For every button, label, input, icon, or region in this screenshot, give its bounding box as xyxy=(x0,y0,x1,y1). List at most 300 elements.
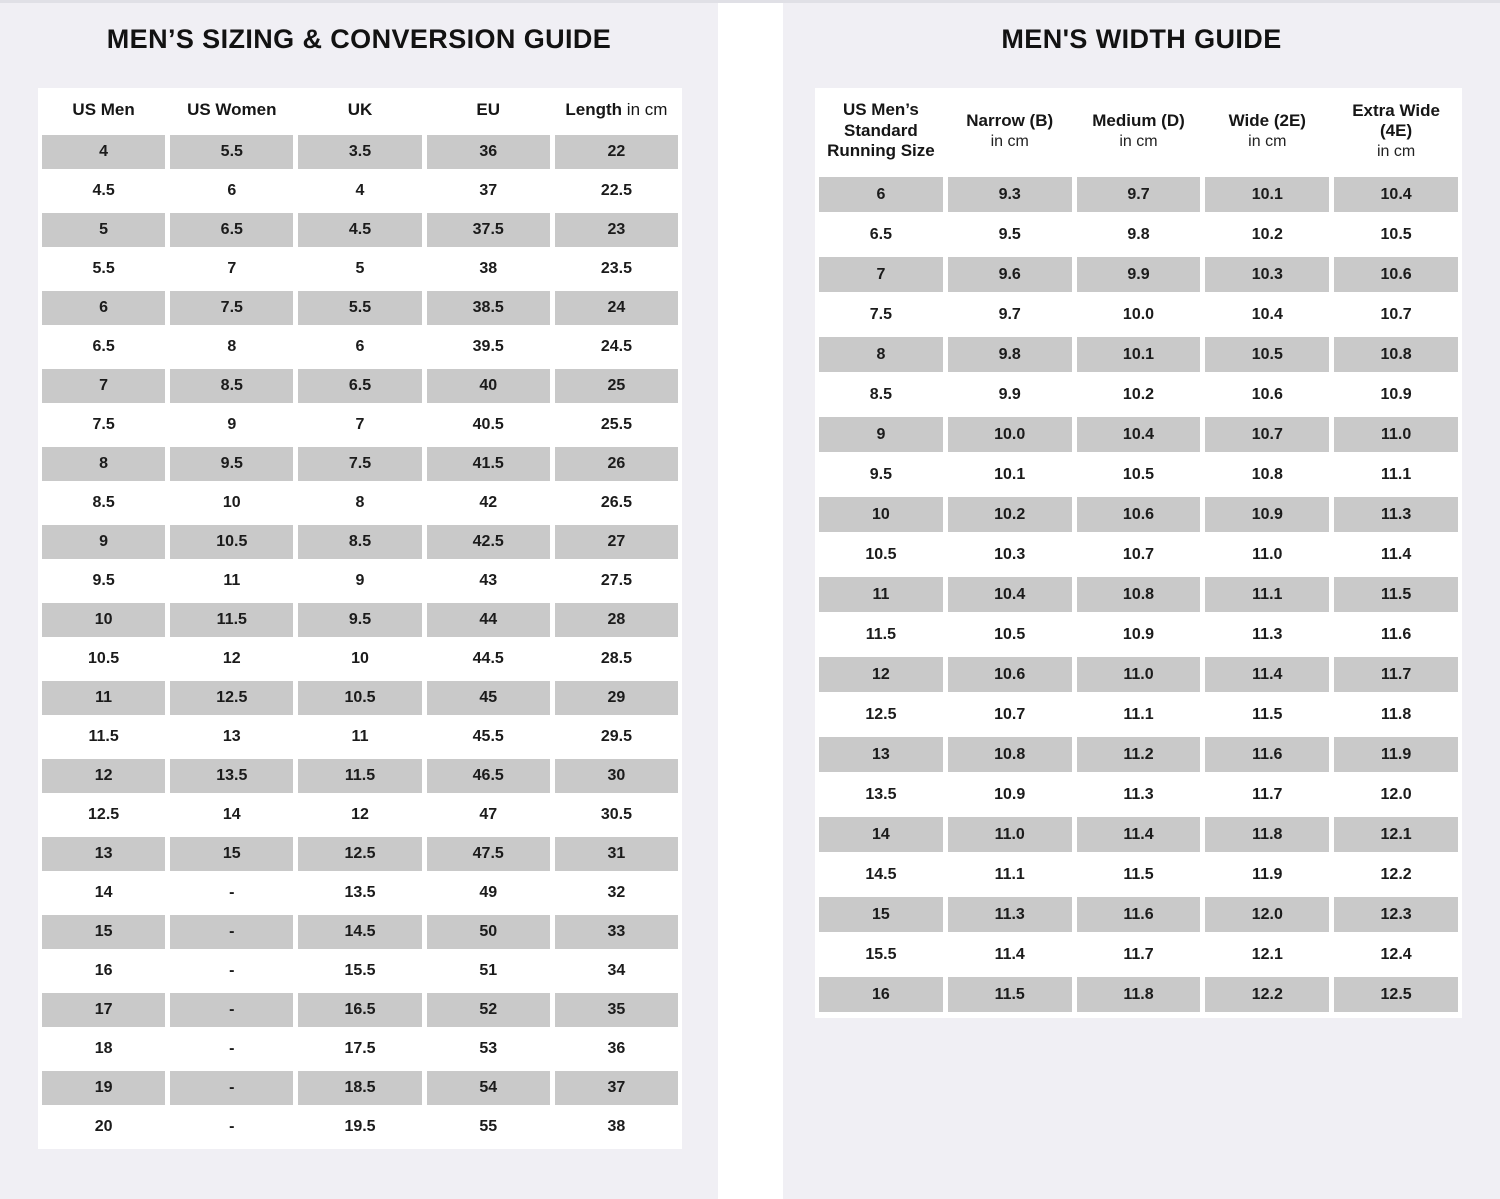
table-cell: 38.5 xyxy=(427,291,550,325)
table-cell: 6 xyxy=(819,177,943,212)
table-cell: 12.5 xyxy=(298,837,421,871)
table-row xyxy=(819,217,1458,252)
table-cell: 24 xyxy=(555,291,678,325)
column-header: Extra Wide (4E) in cm xyxy=(1352,100,1440,160)
table-cell: 10.5 xyxy=(1380,225,1412,243)
table-cell: 10.6 xyxy=(1334,257,1458,292)
table-cell: 11.1 xyxy=(1123,705,1154,723)
table-cell: 40 xyxy=(427,369,550,403)
table-cell: 12 xyxy=(42,759,165,793)
table-cell: 11.8 xyxy=(1205,817,1329,852)
table-cell: 11 xyxy=(819,577,943,612)
table-cell: 19 xyxy=(42,1071,165,1105)
table-row xyxy=(42,486,678,520)
table-cell: 14 xyxy=(819,817,943,852)
table-cell: 9.9 xyxy=(998,385,1021,403)
table-cell: 11.5 xyxy=(88,728,119,745)
table-cell: 18.5 xyxy=(298,1071,421,1105)
table-cell: 25.5 xyxy=(600,416,632,433)
table-cell: 13.5 xyxy=(344,884,376,901)
table-cell: 13.5 xyxy=(170,759,293,793)
table-row xyxy=(42,1032,678,1066)
table-row xyxy=(42,1071,678,1105)
table-cell: 10.2 xyxy=(1122,385,1155,403)
table-cell: - xyxy=(229,1040,235,1057)
table-cell: 10.9 xyxy=(1380,385,1412,403)
table-cell: 10.4 xyxy=(1251,305,1283,323)
table-cell: 10.7 xyxy=(1205,417,1329,452)
table-cell: 10.9 xyxy=(1205,497,1329,532)
table-row xyxy=(819,337,1458,372)
table-cell: 9.5 xyxy=(298,603,421,637)
table-cell: 9.8 xyxy=(948,337,1072,372)
table-cell: 36 xyxy=(427,135,550,169)
table-row xyxy=(819,177,1458,212)
table-cell: 11.6 xyxy=(1077,897,1201,932)
table-cell: - xyxy=(170,993,293,1027)
table-cell: 8.5 xyxy=(298,525,421,559)
table-cell: 33 xyxy=(555,915,678,949)
table-row xyxy=(42,915,678,949)
table-cell: 39.5 xyxy=(472,338,504,355)
table-cell: 10.2 xyxy=(948,497,1072,532)
table-row xyxy=(819,937,1458,972)
table-cell: 44 xyxy=(427,603,550,637)
width-guide-title: MEN'S WIDTH GUIDE xyxy=(1001,24,1282,54)
table-cell: 35 xyxy=(555,993,678,1027)
table-cell: 11.7 xyxy=(1123,945,1154,963)
column-header-length: Length in cm xyxy=(565,99,668,119)
table-cell: 7 xyxy=(819,257,943,292)
table-row xyxy=(42,876,678,910)
table-row xyxy=(42,837,678,871)
table-cell: 37.5 xyxy=(427,213,550,247)
table-cell: 6.5 xyxy=(298,369,421,403)
table-cell: 28.5 xyxy=(600,650,632,667)
table-cell: 9.5 xyxy=(869,465,893,483)
table-cell: 28 xyxy=(555,603,678,637)
table-cell: 11.4 xyxy=(1205,657,1329,692)
table-row xyxy=(819,297,1458,332)
table-cell: 37 xyxy=(555,1071,678,1105)
table-row xyxy=(42,798,678,832)
table-row xyxy=(42,369,678,403)
table-cell: 29 xyxy=(555,681,678,715)
table-row xyxy=(42,1110,678,1144)
table-cell: 10.4 xyxy=(1077,417,1201,452)
table-cell: 12.5 xyxy=(865,705,897,723)
table-cell: 11.5 xyxy=(865,625,897,643)
table-cell: 10.8 xyxy=(1077,577,1201,612)
width-table-header-row xyxy=(819,90,1458,172)
table-cell: 10.9 xyxy=(1122,625,1155,643)
table-cell: 45 xyxy=(427,681,550,715)
table-cell: 43 xyxy=(479,572,498,589)
table-cell: 8 xyxy=(42,447,165,481)
table-row xyxy=(42,681,678,715)
table-cell: 7.5 xyxy=(92,416,115,433)
table-cell: 13 xyxy=(42,837,165,871)
table-cell: 16.5 xyxy=(298,993,421,1027)
top-edge-line xyxy=(0,0,1500,3)
table-cell: 22 xyxy=(555,135,678,169)
table-cell: 51 xyxy=(479,962,498,979)
column-header: Narrow (B) in cm xyxy=(966,110,1054,150)
table-cell: 10.7 xyxy=(1380,305,1412,323)
table-row xyxy=(42,564,678,598)
table-cell: 12.5 xyxy=(170,681,293,715)
width-table-body xyxy=(819,177,1458,1012)
table-cell: 4 xyxy=(355,182,365,199)
sizing-conversion-panel xyxy=(0,0,718,1199)
table-cell: 12.2 xyxy=(1205,977,1329,1012)
table-cell: 6 xyxy=(227,182,237,199)
table-cell: - xyxy=(229,1118,235,1135)
table-cell: 6.5 xyxy=(92,338,115,355)
table-cell: 45.5 xyxy=(472,728,504,745)
table-cell: 9.5 xyxy=(170,447,293,481)
table-cell: 4.5 xyxy=(298,213,421,247)
table-cell: 11.0 xyxy=(1334,417,1458,452)
table-row xyxy=(819,257,1458,292)
table-row xyxy=(819,417,1458,452)
table-cell: 11 xyxy=(223,572,241,589)
table-cell: 10.5 xyxy=(298,681,421,715)
table-cell: 36 xyxy=(607,1040,626,1057)
table-cell: 46.5 xyxy=(427,759,550,793)
table-cell: 10.9 xyxy=(994,785,1026,803)
table-cell: 10.6 xyxy=(1251,385,1283,403)
table-cell: 11 xyxy=(351,728,369,745)
table-cell: 10.6 xyxy=(1077,497,1201,532)
table-cell: 38 xyxy=(607,1118,626,1135)
table-cell: 14 xyxy=(222,806,241,823)
table-cell: 10.2 xyxy=(1251,225,1283,243)
table-cell: 11.5 xyxy=(1252,705,1283,723)
table-row xyxy=(42,252,678,286)
table-row xyxy=(819,537,1458,572)
table-cell: 11.3 xyxy=(1123,785,1154,803)
table-cell: 12.5 xyxy=(88,806,120,823)
table-cell: 11.9 xyxy=(1252,865,1283,883)
table-row xyxy=(819,657,1458,692)
column-header: US Men’s Standard Running Size xyxy=(827,99,935,161)
table-cell: 12 xyxy=(222,650,241,667)
table-cell: 9.7 xyxy=(1077,177,1201,212)
table-row xyxy=(819,497,1458,532)
table-cell: 47 xyxy=(479,806,498,823)
column-header: UK xyxy=(347,99,373,119)
table-cell: 12.0 xyxy=(1205,897,1329,932)
table-cell: 10.1 xyxy=(1077,337,1201,372)
table-cell: 11.4 xyxy=(994,945,1025,963)
table-row xyxy=(819,697,1458,732)
table-cell: 10.3 xyxy=(1205,257,1329,292)
table-cell: 5 xyxy=(355,260,365,277)
table-cell: 49 xyxy=(479,884,498,901)
column-header: Wide (2E) in cm xyxy=(1228,110,1306,150)
sizing-table-header-row xyxy=(42,90,678,130)
table-row xyxy=(42,135,678,169)
table-cell: 6 xyxy=(355,338,365,355)
table-row xyxy=(42,291,678,325)
table-cell: 30 xyxy=(555,759,678,793)
table-cell: 6.5 xyxy=(869,225,893,243)
table-cell: 12.0 xyxy=(1380,785,1412,803)
table-cell: 50 xyxy=(427,915,550,949)
table-cell: 9.8 xyxy=(1127,225,1150,243)
table-row xyxy=(819,777,1458,812)
table-cell: 12 xyxy=(819,657,943,692)
table-cell: 17 xyxy=(42,993,165,1027)
table-cell: - xyxy=(229,884,235,901)
table-cell: 10.0 xyxy=(948,417,1072,452)
table-cell: 12.3 xyxy=(1334,897,1458,932)
table-cell: 6 xyxy=(42,291,165,325)
table-cell: 52 xyxy=(427,993,550,1027)
table-cell: 10.5 xyxy=(88,650,120,667)
table-cell: 41.5 xyxy=(427,447,550,481)
table-cell: 10 xyxy=(222,494,241,511)
table-cell: 10.1 xyxy=(1205,177,1329,212)
table-row xyxy=(819,857,1458,892)
table-cell: 10.5 xyxy=(170,525,293,559)
table-cell: 12 xyxy=(351,806,369,823)
table-cell: 54 xyxy=(427,1071,550,1105)
table-cell: 10.8 xyxy=(1251,465,1283,483)
table-cell: 11.3 xyxy=(948,897,1072,932)
table-cell: 53 xyxy=(479,1040,498,1057)
table-cell: 4 xyxy=(42,135,165,169)
table-cell: 8 xyxy=(227,338,237,355)
table-cell: 27 xyxy=(555,525,678,559)
table-cell: 10.8 xyxy=(948,737,1072,772)
table-cell: 11.2 xyxy=(1077,737,1201,772)
table-cell: 11.0 xyxy=(948,817,1072,852)
table-cell: 19.5 xyxy=(344,1118,376,1135)
column-header: EU xyxy=(476,99,501,119)
table-cell: 8 xyxy=(819,337,943,372)
table-cell: 11.1 xyxy=(994,865,1025,883)
table-cell: 15.5 xyxy=(344,962,376,979)
table-cell: 10.5 xyxy=(994,625,1026,643)
table-cell: 30.5 xyxy=(600,806,632,823)
table-cell: 44.5 xyxy=(472,650,504,667)
table-cell: 55 xyxy=(479,1118,498,1135)
table-cell: 11.3 xyxy=(1334,497,1458,532)
table-cell: 11.1 xyxy=(1205,577,1329,612)
table-cell: 3.5 xyxy=(298,135,421,169)
table-cell: 12.2 xyxy=(1380,865,1412,883)
table-cell: 10.5 xyxy=(1205,337,1329,372)
table-cell: 7 xyxy=(42,369,165,403)
table-cell: 10.0 xyxy=(1122,305,1155,323)
table-row xyxy=(42,642,678,676)
width-guide-table-card xyxy=(815,88,1462,1018)
table-cell: 10.1 xyxy=(994,465,1026,483)
table-row xyxy=(42,525,678,559)
table-cell: 10.7 xyxy=(1122,545,1155,563)
table-cell: 5.5 xyxy=(92,260,115,277)
table-cell: 9.6 xyxy=(948,257,1072,292)
table-cell: 9 xyxy=(819,417,943,452)
table-cell: 15 xyxy=(42,915,165,949)
table-cell: 11 xyxy=(42,681,165,715)
table-cell: 9.5 xyxy=(92,572,115,589)
table-cell: 9.3 xyxy=(948,177,1072,212)
table-cell: 7 xyxy=(355,416,365,433)
table-cell: 11.8 xyxy=(1380,705,1412,723)
table-row xyxy=(42,330,678,364)
sizing-conversion-table-card xyxy=(38,88,682,1149)
table-cell: 8.5 xyxy=(92,494,115,511)
table-cell: 16 xyxy=(819,977,943,1012)
table-cell: 14 xyxy=(94,884,113,901)
table-cell: 47.5 xyxy=(427,837,550,871)
table-cell: 11.9 xyxy=(1334,737,1458,772)
table-cell: 11.6 xyxy=(1205,737,1329,772)
table-cell: 15.5 xyxy=(865,945,897,963)
table-cell: 11.1 xyxy=(1380,465,1412,483)
table-cell: 40.5 xyxy=(472,416,504,433)
table-row xyxy=(42,759,678,793)
table-cell: 11.5 xyxy=(298,759,421,793)
table-row xyxy=(42,213,678,247)
table-cell: 11.4 xyxy=(1380,545,1412,563)
table-cell: 9.5 xyxy=(998,225,1021,243)
table-cell: 11.0 xyxy=(1252,545,1283,563)
table-cell: 10.7 xyxy=(994,705,1026,723)
table-cell: 20 xyxy=(94,1118,113,1135)
table-cell: 11.5 xyxy=(1334,577,1458,612)
table-row xyxy=(42,603,678,637)
table-cell: 10.3 xyxy=(994,545,1026,563)
table-cell: 11.8 xyxy=(1077,977,1201,1012)
table-cell: 6.5 xyxy=(170,213,293,247)
table-cell: 5.5 xyxy=(298,291,421,325)
table-cell: 12.1 xyxy=(1334,817,1458,852)
table-cell: 11.3 xyxy=(1252,625,1283,643)
table-cell: 29.5 xyxy=(600,728,632,745)
table-row xyxy=(819,577,1458,612)
table-cell: 11.0 xyxy=(1077,657,1201,692)
table-cell: 10 xyxy=(42,603,165,637)
table-row xyxy=(42,954,678,988)
table-cell: 10.6 xyxy=(948,657,1072,692)
table-cell: 9 xyxy=(227,416,237,433)
table-row xyxy=(819,457,1458,492)
table-cell: 17.5 xyxy=(344,1040,376,1057)
table-cell: 8.5 xyxy=(170,369,293,403)
column-header: US Women xyxy=(187,99,277,119)
table-cell: 11.7 xyxy=(1334,657,1458,692)
table-cell: 37 xyxy=(479,182,498,199)
table-cell: 32 xyxy=(607,884,626,901)
table-cell: 13 xyxy=(819,737,943,772)
table-cell: 12.5 xyxy=(1334,977,1458,1012)
table-cell: 13.5 xyxy=(865,785,897,803)
table-cell: 31 xyxy=(555,837,678,871)
table-cell: 9.9 xyxy=(1077,257,1201,292)
table-cell: 7.5 xyxy=(869,305,893,323)
table-cell: 10.5 xyxy=(865,545,897,563)
table-cell: 13 xyxy=(222,728,241,745)
table-cell: 23.5 xyxy=(600,260,632,277)
table-cell: 9.7 xyxy=(998,305,1021,323)
table-cell: 12.1 xyxy=(1251,945,1283,963)
table-cell: 10.4 xyxy=(1334,177,1458,212)
table-row xyxy=(42,447,678,481)
table-cell: 14.5 xyxy=(298,915,421,949)
table-cell: 18 xyxy=(94,1040,113,1057)
table-cell: 25 xyxy=(555,369,678,403)
table-cell: - xyxy=(170,1071,293,1105)
table-cell: 22.5 xyxy=(600,182,632,199)
table-cell: 7 xyxy=(227,260,237,277)
sizing-table-body xyxy=(42,135,678,1144)
table-cell: 4.5 xyxy=(92,182,115,199)
table-cell: 11.4 xyxy=(1077,817,1201,852)
width-guide-panel xyxy=(783,0,1500,1199)
table-cell: - xyxy=(229,962,235,979)
table-cell: 9 xyxy=(355,572,365,589)
column-header: US Men xyxy=(72,99,135,119)
table-cell: 23 xyxy=(555,213,678,247)
table-cell: 14.5 xyxy=(865,865,897,883)
table-row xyxy=(819,617,1458,652)
table-cell: 34 xyxy=(607,962,626,979)
table-cell: 7.5 xyxy=(170,291,293,325)
table-cell: 42 xyxy=(479,494,498,511)
table-row xyxy=(42,408,678,442)
table-cell: 11.5 xyxy=(1123,865,1154,883)
table-cell: 10 xyxy=(351,650,369,667)
table-row xyxy=(42,174,678,208)
table-cell: 11.5 xyxy=(170,603,293,637)
table-cell: 10.5 xyxy=(1122,465,1155,483)
table-row xyxy=(819,377,1458,412)
table-cell: 9 xyxy=(42,525,165,559)
table-row xyxy=(819,977,1458,1012)
table-cell: 24.5 xyxy=(600,338,632,355)
table-cell: 26.5 xyxy=(600,494,632,511)
table-cell: 11.6 xyxy=(1380,625,1412,643)
table-cell: 11.5 xyxy=(948,977,1072,1012)
table-cell: 27.5 xyxy=(600,572,632,589)
table-row xyxy=(42,720,678,754)
column-header: Medium (D) in cm xyxy=(1092,110,1185,150)
table-cell: 8 xyxy=(355,494,365,511)
table-cell: 7.5 xyxy=(298,447,421,481)
table-cell: 10 xyxy=(819,497,943,532)
table-cell: 26 xyxy=(555,447,678,481)
table-cell: 8.5 xyxy=(869,385,893,403)
table-cell: 10.4 xyxy=(948,577,1072,612)
table-cell: 10.8 xyxy=(1334,337,1458,372)
table-cell: 38 xyxy=(479,260,498,277)
table-cell: 15 xyxy=(819,897,943,932)
table-cell: 16 xyxy=(94,962,113,979)
table-cell: - xyxy=(170,915,293,949)
table-row xyxy=(819,737,1458,772)
table-cell: 5 xyxy=(42,213,165,247)
table-row xyxy=(819,897,1458,932)
table-row xyxy=(819,817,1458,852)
sizing-guide-title: MEN’S SIZING & CONVERSION GUIDE xyxy=(106,24,612,54)
table-row xyxy=(42,993,678,1027)
table-cell: 11.7 xyxy=(1252,785,1283,803)
table-cell: 12.4 xyxy=(1380,945,1412,963)
